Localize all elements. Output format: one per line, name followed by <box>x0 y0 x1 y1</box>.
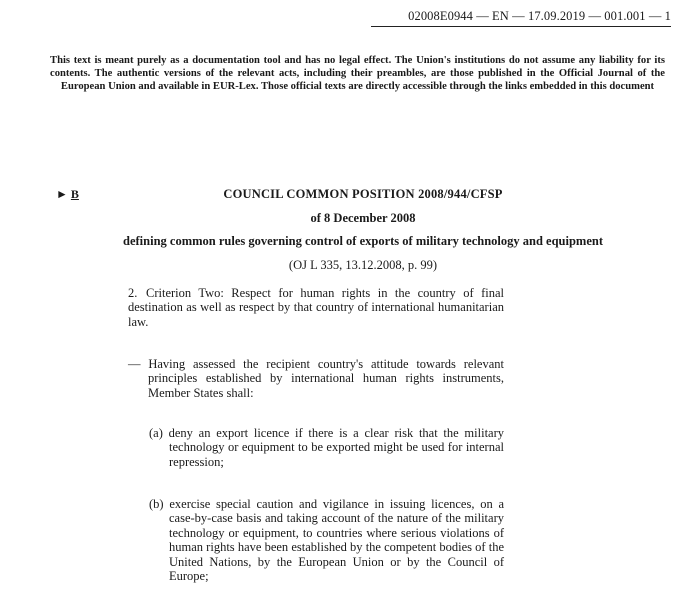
criterion-number: 2. <box>128 286 138 300</box>
item-a-label: (a) <box>149 426 163 440</box>
list-item-b <box>149 497 504 583</box>
assessment-text: — Having assessed the recipient country's attitude towards relevant principles established by international human rights instruments, Member States shall: <box>128 357 504 400</box>
item-b-text: exercise special caution and vigilance in issuing licences, on a case-by-case basis and taking account of the nature of the military technology or equipment, to countries where serious violations of human rights have been established by the competent bodies of the United Nations, by the European Union or by the Council of Europe; <box>169 497 505 584</box>
document-subject: defining common rules governing control of exports of military technology and equipment <box>123 234 603 248</box>
assessment-paragraph <box>128 357 504 400</box>
document-reference: 02008E0944 — EN — 17.09.2019 — 001.001 — 1 <box>371 9 671 27</box>
criterion-two-paragraph <box>128 286 504 329</box>
document-date: of 8 December 2008 <box>310 211 416 225</box>
official-journal-reference: (OJ L 335, 13.12.2008, p. 99) <box>288 258 438 272</box>
item-b-label: (b) <box>149 497 164 511</box>
marker-link-b[interactable]: B <box>70 187 79 201</box>
list-item-a <box>149 426 504 469</box>
document-title: COUNCIL COMMON POSITION 2008/944/CFSP <box>223 187 503 201</box>
item-a-text: deny an export licence if there is a clear risk that the military technology or equipment to be exported might be used for internal repression; <box>168 426 505 469</box>
legal-disclaimer: This text is meant purely as a documentation tool and has no legal effect. The Union's institutions do not assume any liability for its contents. The authentic versions of the relevant acts, including their preambles, are those published in the Official Journal of the European Union and available in EUR-Lex. Those official texts are directly accessible through the links embedded in this document <box>50 55 665 93</box>
criterion-text: Criterion Two: Respect for human rights in the country of final destination as well as respect by that country of international humanitarian law. <box>128 286 504 329</box>
marker-arrow-icon: ► <box>56 187 68 201</box>
